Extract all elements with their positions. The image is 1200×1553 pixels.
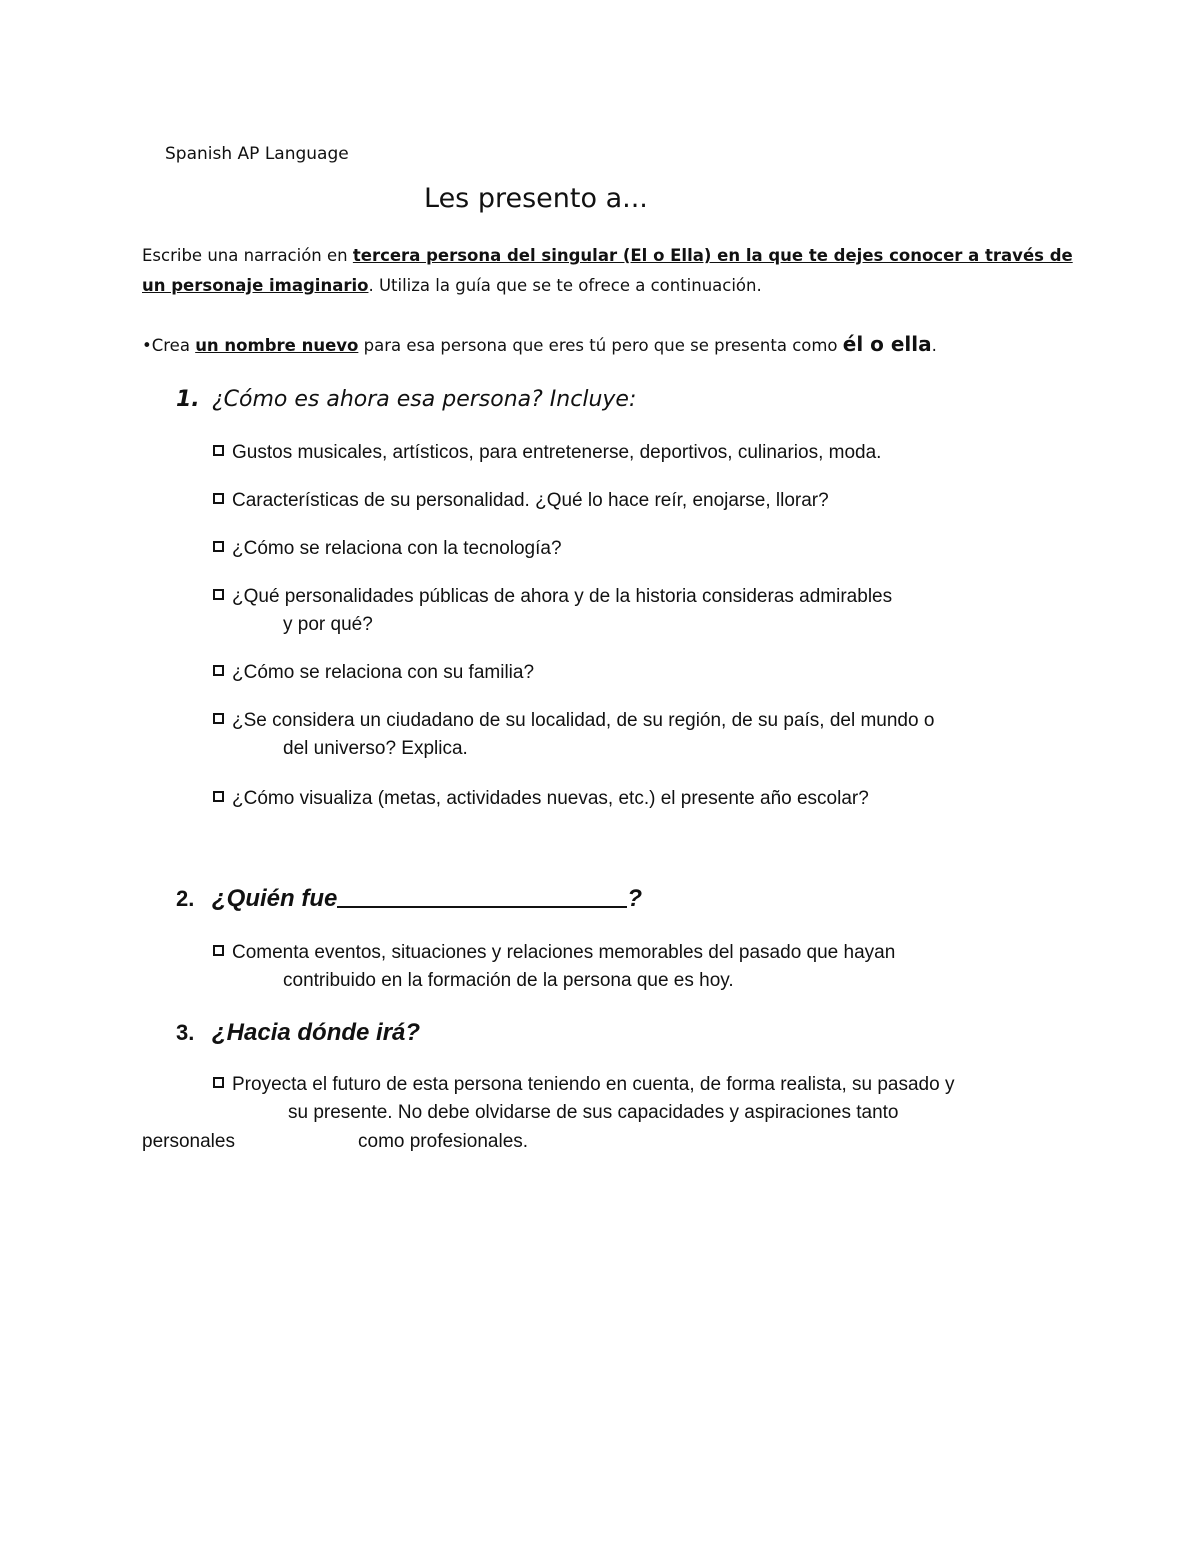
crea-pronoun: él o ella	[842, 332, 932, 356]
list-item-text: ¿Cómo visualiza (metas, actividades nuevas, etc.) el presente año escolar?	[232, 788, 869, 809]
crea-emphasis: un nombre nuevo	[195, 336, 359, 355]
intro-line-1	[142, 246, 1073, 265]
square-bullet-icon	[213, 1077, 224, 1088]
section-2-title-end: ?	[627, 885, 643, 912]
section-1-number: 1.	[176, 387, 200, 412]
crea-pre: Crea	[151, 336, 196, 355]
intro-pre: Escribe una narración en	[142, 246, 353, 265]
square-bullet-icon	[213, 541, 224, 552]
square-bullet-icon	[213, 493, 224, 504]
square-bullet-icon	[213, 665, 224, 676]
square-bullet-icon	[213, 445, 224, 456]
list-item	[213, 442, 881, 464]
intro-emphasis-2: un personaje imaginario	[142, 276, 369, 295]
list-item	[213, 586, 892, 608]
page-title: Les presento a...	[424, 183, 648, 214]
list-item-text: Características de su personalidad. ¿Qué lo hace reír, enojarse, llorar?	[232, 490, 829, 511]
list-item	[213, 538, 562, 560]
list-item-text: ¿Se considera un ciudadano de su localidad, de su región, de su país, del mundo o	[232, 710, 935, 731]
list-item	[213, 1074, 954, 1096]
list-item-continuation: como profesionales.	[358, 1131, 529, 1152]
name-blank-line	[337, 886, 627, 908]
square-bullet-icon	[213, 713, 224, 724]
list-item-text: Proyecta el futuro de esta persona teniendo en cuenta, de forma realista, su pasado y	[232, 1074, 955, 1095]
list-item-continuation: su presente. No debe olvidarse de sus capacidades y aspiraciones tanto	[288, 1102, 899, 1123]
list-item	[213, 942, 895, 964]
list-item-text: ¿Qué personalidades públicas de ahora y de la historia consideras admirables	[232, 586, 893, 607]
intro-emphasis-1: tercera persona del singular (El o Ella) en la que te dejes conocer a través de	[352, 246, 1073, 265]
intro-line-2	[142, 276, 762, 295]
list-item	[213, 662, 534, 684]
section-3-number: 3.	[176, 1020, 195, 1045]
square-bullet-icon	[213, 791, 224, 802]
list-item-text: Gustos musicales, artísticos, para entretenerse, deportivos, culinarios, moda.	[232, 442, 882, 463]
intro-post: . Utiliza la guía que se te ofrece a continuación.	[368, 276, 762, 295]
section-3-heading	[176, 1019, 420, 1047]
square-bullet-icon	[213, 589, 224, 600]
crea-end: .	[931, 336, 937, 355]
section-3-title: ¿Hacia dónde irá?	[212, 1019, 421, 1046]
square-bullet-icon	[213, 945, 224, 956]
list-item-text: ¿Cómo se relaciona con la tecnología?	[232, 538, 562, 559]
bullet-icon: •	[142, 336, 152, 355]
list-item-text: ¿Cómo se relaciona con su familia?	[232, 662, 535, 683]
section-1-title: ¿Cómo es ahora esa persona? Incluye:	[212, 387, 637, 412]
crea-mid: para esa persona que eres tú pero que se presenta como	[358, 336, 843, 355]
section-1-heading	[176, 387, 636, 412]
list-item-continuation: y por qué?	[283, 614, 373, 635]
list-item	[213, 490, 829, 512]
section-2-title: ¿Quién fue	[212, 885, 338, 912]
list-item-continuation: contribuido en la formación de la persona que es hoy.	[283, 970, 734, 991]
list-item	[213, 710, 934, 732]
section-2-heading	[176, 885, 642, 913]
list-item-continuation: personales	[142, 1131, 235, 1152]
list-item-text: Comenta eventos, situaciones y relaciones memorables del pasado que hayan	[232, 942, 896, 963]
list-item-continuation: del universo? Explica.	[283, 738, 468, 759]
course-name: Spanish AP Language	[165, 144, 349, 164]
section-2-number: 2.	[176, 886, 195, 911]
crea-instruction	[142, 332, 937, 356]
list-item	[213, 788, 869, 810]
